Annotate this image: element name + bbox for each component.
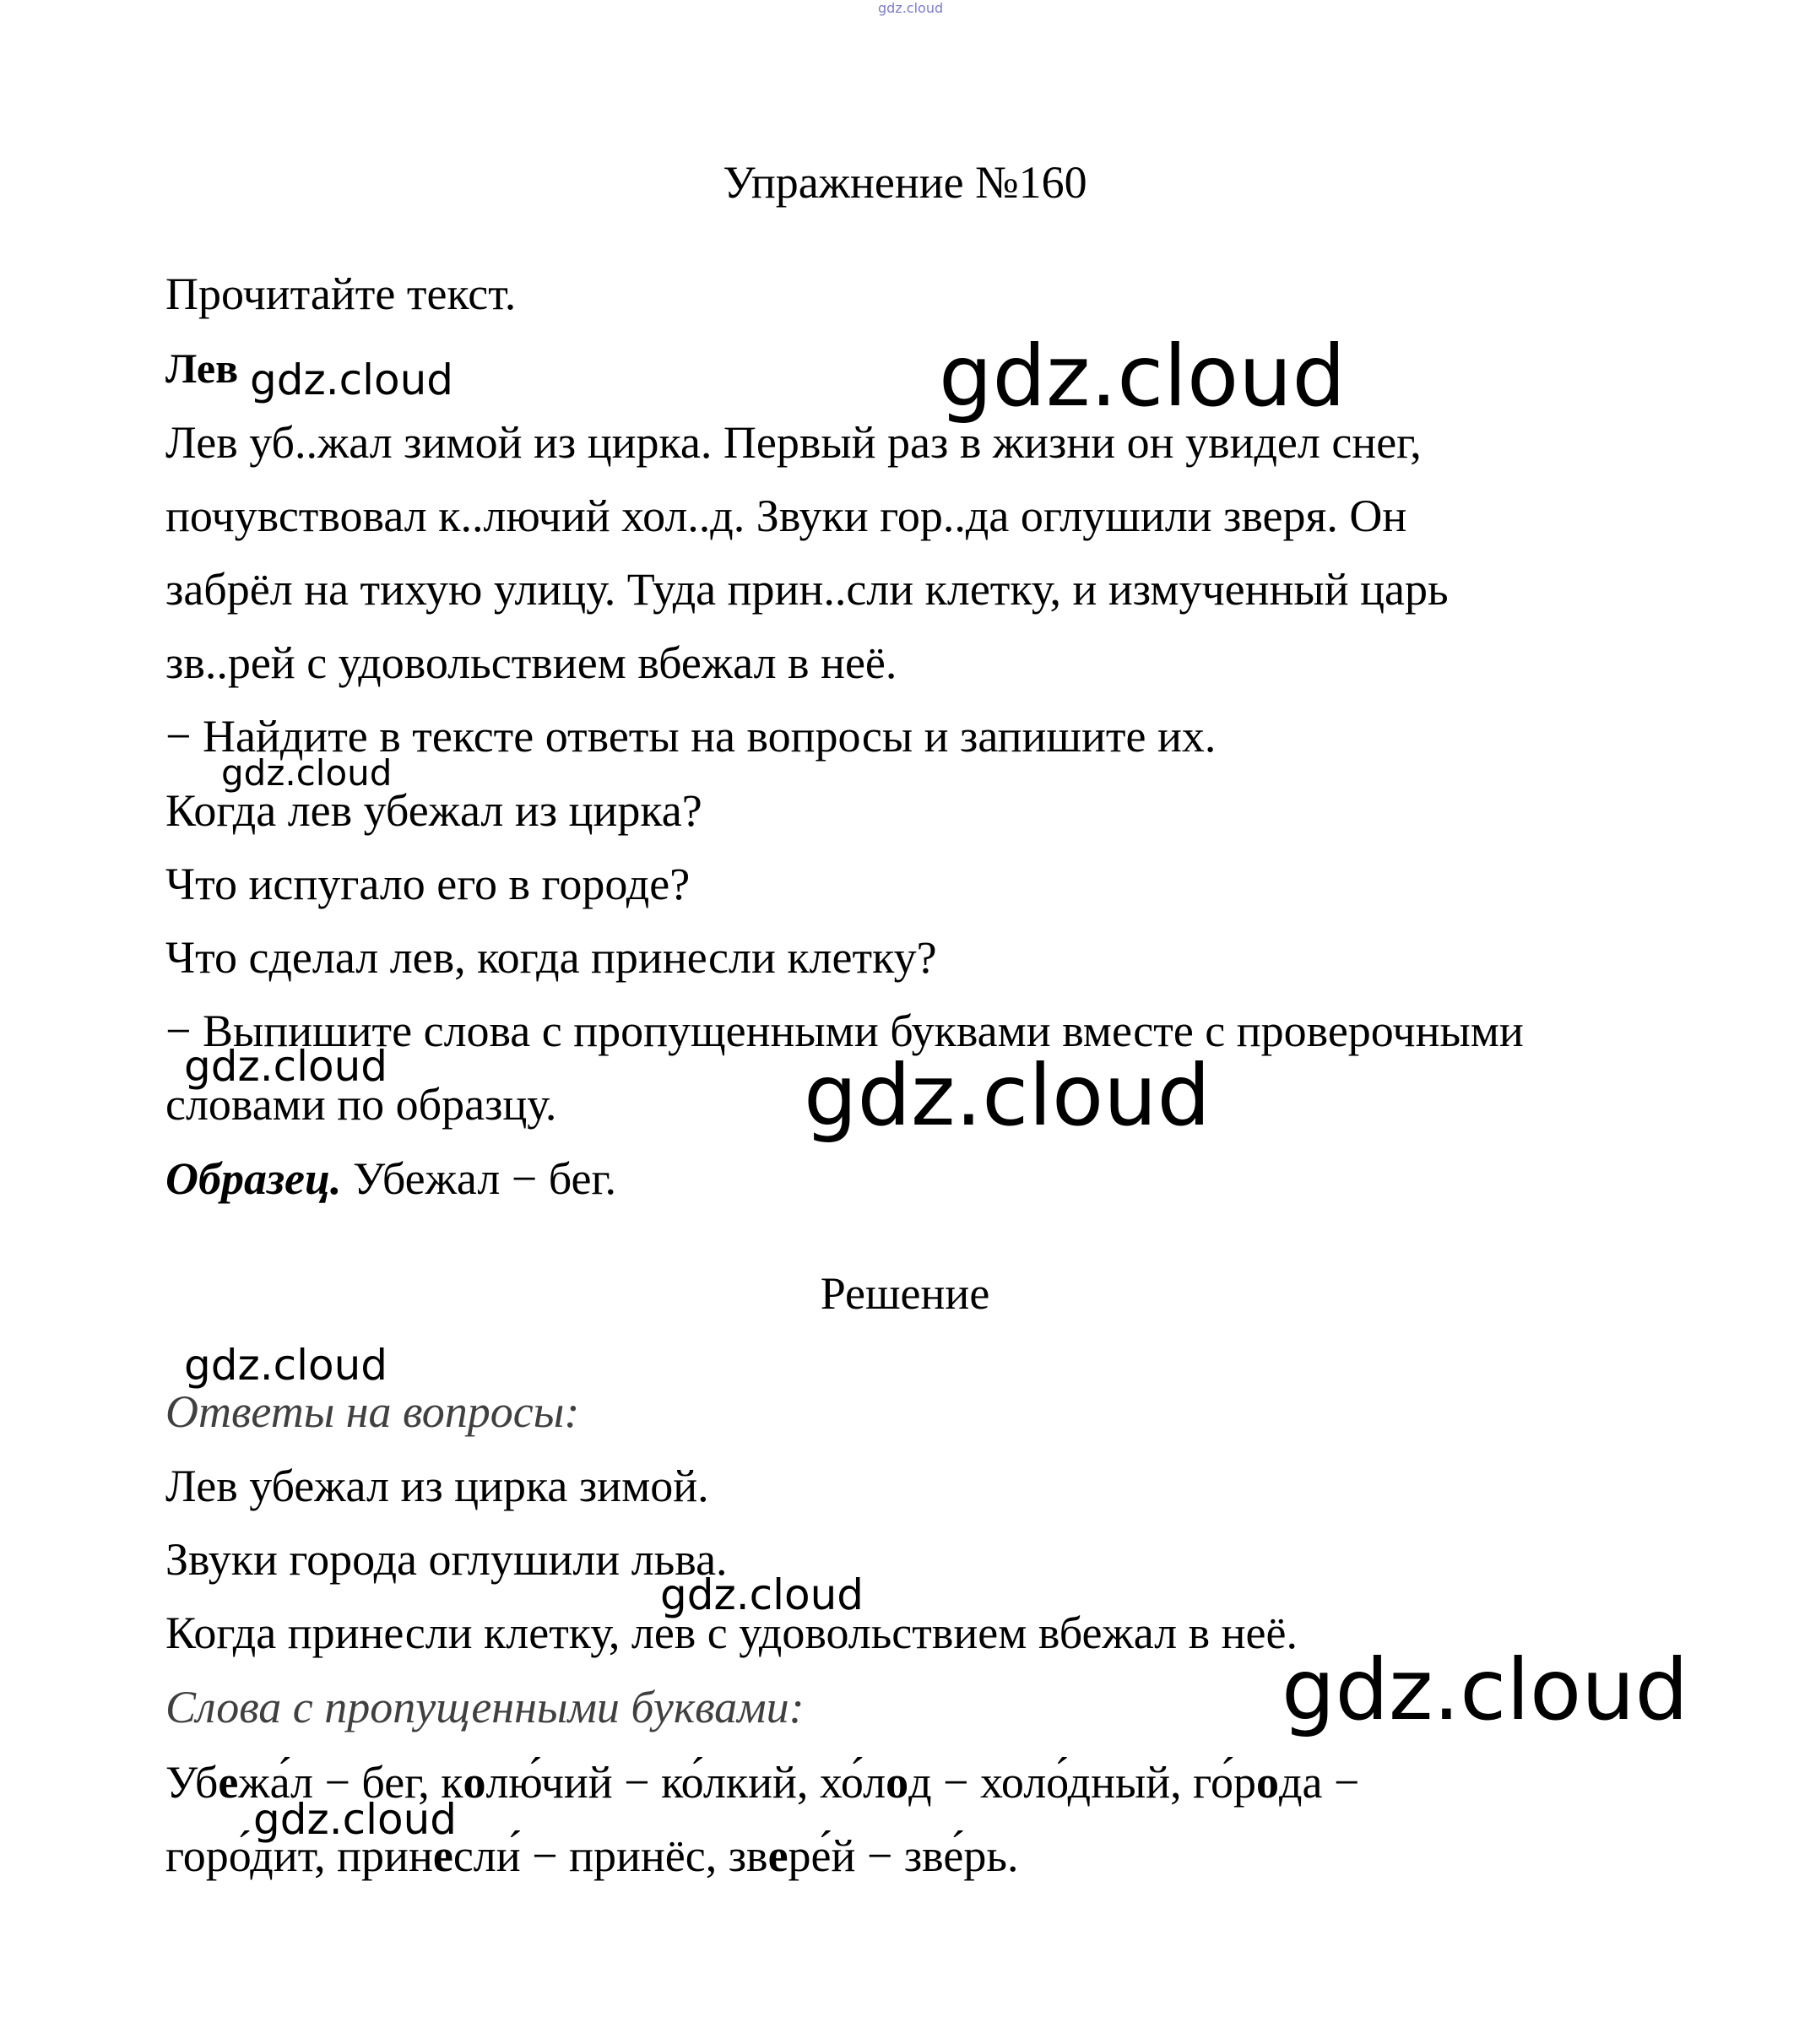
sample <box>165 1152 616 1206</box>
answers-heading: Ответы на вопросы: <box>165 1386 580 1437</box>
word-text: ре́й − зве́рь. <box>788 1830 1019 1881</box>
answer: Когда принесли клетку, лев с удовольствием вбежал в неё. <box>165 1608 1298 1658</box>
answer: Лев убежал из цирка зимой. <box>165 1461 709 1511</box>
watermark: gdz.cloud <box>250 355 454 404</box>
story-line: Лев уб..жал зимой из цирка. Первый раз в жизни он увидел снег, <box>165 417 1422 468</box>
word-text: жа́л − бег, к <box>238 1757 463 1808</box>
highlighted-letter: о <box>1255 1757 1279 1808</box>
watermark: gdz.cloud <box>253 1795 458 1844</box>
highlighted-letter: е <box>432 1830 453 1881</box>
question: Что испугало его в городе? <box>165 859 691 909</box>
word-text: сли́ − принёс, зв <box>452 1830 768 1881</box>
instruction-find-answers: − Найдите в тексте ответы на вопросы и запишите их. <box>165 711 1217 762</box>
word-text: да − <box>1278 1757 1360 1808</box>
watermark: gdz.cloud <box>1282 1640 1689 1739</box>
watermark: gdz.cloud <box>660 1570 864 1619</box>
watermark-top: gdz.cloud <box>878 0 944 16</box>
story-line: забрёл на тихую улицу. Туда прин..сли клетку, и измученный царь <box>165 564 1449 615</box>
solution-title: Решение <box>820 1268 990 1319</box>
watermark: gdz.cloud <box>804 1046 1211 1145</box>
highlighted-letter: о <box>886 1757 909 1808</box>
question: Что сделал лев, когда принесли клетку? <box>165 932 937 983</box>
word-text: горо́дит, прин <box>165 1830 433 1881</box>
answer: Звуки города оглушили льва. <box>165 1534 728 1585</box>
watermark: gdz.cloud <box>184 1341 388 1390</box>
highlighted-letter: е <box>218 1757 239 1808</box>
word-text: лю́чий − ко́лкий, хо́л <box>485 1757 886 1808</box>
watermark: gdz.cloud <box>939 327 1347 426</box>
words-heading: Слова с пропущенными буквами: <box>165 1682 805 1732</box>
highlighted-letter: е <box>767 1830 788 1881</box>
word-text: д − холо́дный, го́р <box>908 1757 1256 1808</box>
watermark: gdz.cloud <box>184 1042 388 1091</box>
exercise-title: Упражнение №160 <box>723 157 1087 208</box>
watermark: gdz.cloud <box>221 752 393 794</box>
sample-label: Образец. <box>165 1153 342 1204</box>
sample-text: Убежал − бег. <box>341 1153 617 1204</box>
story-title: Лев <box>165 344 239 392</box>
highlighted-letter: о <box>463 1757 486 1808</box>
instruction-read: Прочитайте текст. <box>165 268 517 319</box>
question: Когда лев убежал из цирка? <box>165 785 702 836</box>
story-line: почувствовал к..лючий хол..д. Звуки гор..да оглушили зверя. Он <box>165 491 1407 541</box>
word-text: Уб <box>165 1757 219 1808</box>
story-line: зв..рей с удовольствием вбежал в неё. <box>165 637 897 688</box>
instruction-write-words: словами по образцу. <box>165 1079 557 1130</box>
instruction-write-words: − Выпишите слова с пропущенными буквами вместе с проверочными <box>165 1006 1524 1056</box>
